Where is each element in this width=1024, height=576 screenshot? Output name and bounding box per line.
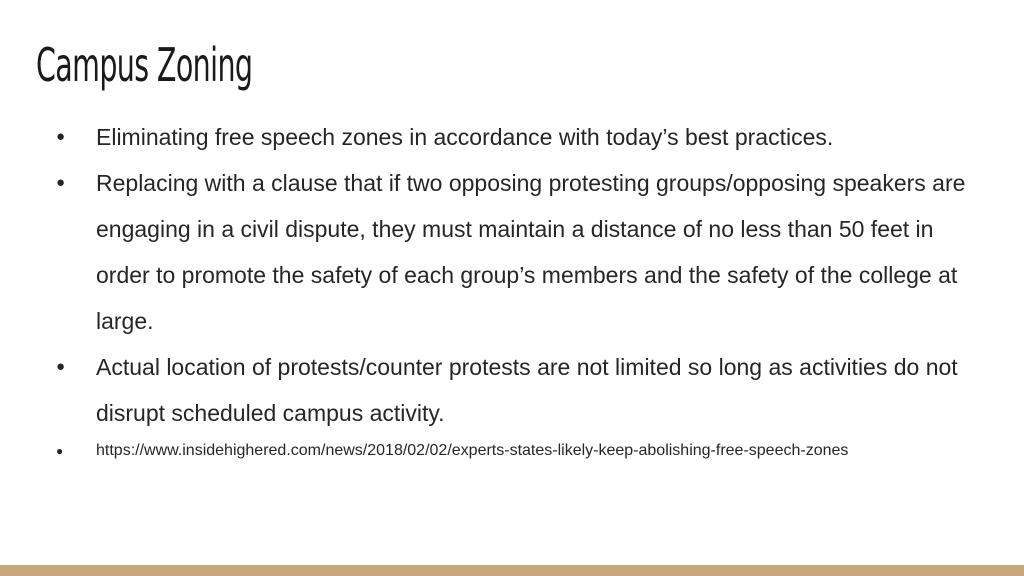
bullet-item-link <box>56 436 976 466</box>
slide-title: Campus Zoning <box>36 38 253 92</box>
bullet-list <box>56 114 976 466</box>
bullet-dot-icon: ● <box>56 444 64 458</box>
source-link[interactable]: https://www.insidehighered.com/news/2018/02/02/experts-states-likely-keep-abolishing-free-speech-zones <box>96 442 849 459</box>
bullet-dot-icon: ● <box>56 358 66 375</box>
bullet-item <box>56 160 976 344</box>
footer-accent-bar <box>0 565 1024 576</box>
bullet-text: Eliminating free speech zones in accordance with today’s best practices. <box>96 124 834 150</box>
bullet-text: Actual location of protests/counter protests are not limited so long as activities do not disrupt scheduled campus activity. <box>96 354 958 426</box>
bullet-dot-icon: ● <box>56 174 66 191</box>
bullet-item <box>56 114 976 160</box>
bullet-dot-icon: ● <box>56 128 66 145</box>
bullet-item <box>56 344 976 436</box>
bullet-text: Replacing with a clause that if two opposing protesting groups/opposing speakers are engaging in a civil dispute, they must maintain a distance of no less than 50 feet in order to promote the safety of each group’s members and the safety of the college at large. <box>96 170 966 334</box>
